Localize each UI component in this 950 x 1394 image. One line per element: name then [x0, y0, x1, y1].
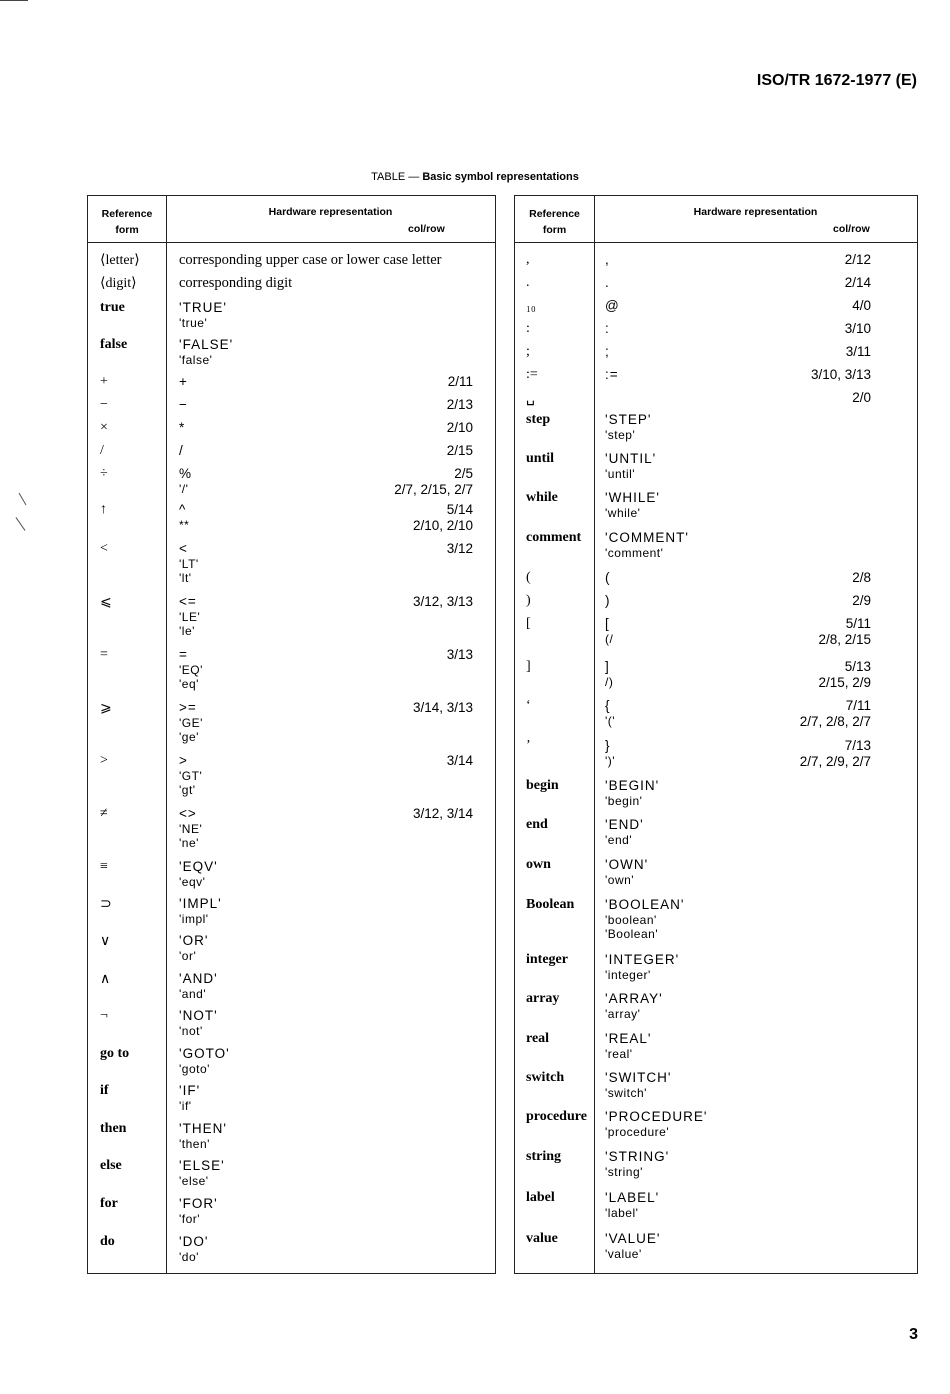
hardware-main: corresponding upper case or lower case letter: [179, 252, 442, 268]
reference-form-cell: =: [100, 647, 108, 662]
reference-form-cell: :=: [526, 367, 538, 382]
header-reference-form: [88, 206, 166, 238]
reference-form-cell: >: [100, 753, 108, 768]
colrow-value: 2/10: [446, 420, 473, 435]
hardware-main: 'BEGIN': [605, 778, 660, 793]
hardware-cell: [605, 344, 610, 360]
hardware-main: 'IMPL': [179, 896, 222, 911]
hardware-alt: 'le': [179, 624, 195, 638]
colrow-cell: [447, 420, 473, 436]
hardware-main: ,: [605, 252, 610, 267]
colrow-cell: [845, 321, 871, 337]
hardware-main: 'BOOLEAN': [605, 897, 685, 912]
header-hardware: Hardware representation: [693, 206, 818, 218]
hardware-cell: [179, 466, 192, 496]
hardware-alt: (/: [605, 632, 614, 646]
table-caption: [0, 171, 950, 183]
hardware-cell: [605, 412, 651, 442]
symbol-table-left: [87, 195, 496, 1274]
colrow-cell: [852, 570, 871, 586]
hardware-main: 'UNTIL': [605, 451, 657, 466]
colrow-value: 2/14: [844, 275, 871, 290]
header-colrow: col/row: [833, 223, 870, 235]
reference-form-cell: ): [526, 593, 531, 608]
hardware-alt: 'GT': [179, 769, 203, 783]
hardware-cell: [605, 1190, 659, 1220]
hardware-alt: '/': [179, 482, 189, 496]
hardware-cell: [605, 252, 610, 268]
reference-form-cell: ÷: [100, 466, 108, 481]
hardware-cell: [179, 1008, 218, 1038]
hardware-main: 'STEP': [605, 412, 652, 427]
hardware-cell: [179, 374, 188, 390]
hardware-main: 'FOR': [179, 1196, 218, 1211]
header-colrow: col/row: [408, 223, 445, 235]
hardware-cell: [179, 1083, 200, 1113]
reference-form-cell: ∧: [100, 972, 111, 987]
hardware-cell: [605, 897, 684, 941]
reference-form-cell: array: [526, 991, 560, 1006]
colrow-value: 5/11: [845, 616, 871, 631]
colrow-value: 3/13: [446, 647, 473, 662]
colrow-value: 2/12: [844, 252, 871, 267]
hardware-alt: ')': [605, 754, 616, 768]
column-divider: [594, 196, 595, 1273]
hardware-main: <: [179, 541, 188, 556]
reference-form-cell: ×: [100, 420, 108, 435]
hardware-alt: 'do': [179, 1250, 199, 1264]
hardware-alt: 'LE': [179, 610, 201, 624]
hardware-cell: [605, 298, 620, 314]
header-reference-form: [515, 206, 594, 238]
reference-form-cell: +: [100, 374, 108, 389]
hardware-cell: [605, 817, 644, 847]
reference-form-cell: own: [526, 857, 551, 872]
colrow-cell: [447, 443, 473, 459]
hardware-alt: 'while': [605, 506, 641, 520]
hardware-cell: [179, 1121, 227, 1151]
colrow-cell: [846, 344, 871, 360]
reference-form-cell: /: [100, 443, 104, 458]
hardware-alt: 'integer': [605, 968, 651, 982]
hardware-cell: [605, 952, 679, 982]
colrow-value: 2/10, 2/10: [412, 518, 473, 533]
colrow-value: 5/14: [446, 502, 473, 517]
hardware-main: 'OWN': [605, 857, 649, 872]
reference-form-cell: switch: [526, 1070, 565, 1085]
hardware-main: 'COMMENT': [605, 530, 689, 545]
reference-form-cell: do: [100, 1234, 115, 1249]
hardware-main: 'LABEL': [605, 1190, 660, 1205]
hardware-alt: 'or': [179, 949, 197, 963]
reference-form-cell: :: [526, 321, 530, 336]
colrow-value: 2/15: [446, 443, 473, 458]
colrow-value: 3/12, 3/13: [412, 594, 473, 609]
hardware-main: %: [179, 466, 193, 481]
colrow-cell: [413, 806, 473, 822]
colrow-cell: [852, 593, 871, 609]
reference-form-cell: ⩽: [100, 595, 112, 610]
top-rule: [0, 0, 28, 1]
colrow-cell: [413, 594, 473, 610]
reference-form-cell: procedure: [526, 1109, 587, 1124]
hardware-cell: [179, 337, 233, 367]
hardware-main: 'TRUE': [179, 300, 227, 315]
colrow-cell: [447, 647, 473, 663]
hardware-alt: 'LT': [179, 557, 199, 571]
hardware-cell: [179, 1234, 208, 1264]
colrow-cell: [818, 659, 871, 691]
colrow-cell: [818, 616, 871, 648]
hardware-main: <>: [179, 806, 197, 821]
hardware-main: =: [179, 647, 188, 662]
hardware-alt: 'comment': [605, 546, 664, 560]
hardware-alt: 'GE': [179, 716, 203, 730]
hardware-alt: 'until': [605, 467, 636, 481]
hardware-main: 'PROCEDURE': [605, 1109, 708, 1124]
hardware-main: <=: [179, 594, 197, 609]
hardware-main: ]: [605, 659, 610, 674]
header-ref-line1: Reference: [529, 208, 580, 220]
hardware-main: 'FALSE': [179, 337, 234, 352]
reference-form-cell: end: [526, 817, 548, 832]
hardware-alt: /): [605, 675, 614, 689]
hardware-alt: 'eq': [179, 677, 199, 691]
colrow-cell: [845, 252, 871, 268]
hardware-main: (: [605, 570, 611, 585]
reference-form-cell: integer: [526, 952, 568, 967]
caption-prefix: TABLE —: [371, 171, 423, 183]
colrow-cell: [800, 698, 871, 730]
header-ref-line2: form: [115, 224, 139, 236]
hardware-cell: [179, 443, 184, 459]
reference-form-cell: ∨: [100, 934, 111, 949]
reference-form-cell: comment: [526, 530, 582, 545]
hardware-cell: [605, 1231, 660, 1261]
hardware-alt: **: [179, 518, 190, 532]
hardware-alt: 'and': [179, 987, 207, 1001]
colrow-cell: [852, 390, 871, 406]
reference-form-cell: value: [526, 1231, 558, 1246]
hardware-main: 'WHILE': [605, 490, 660, 505]
table-header: [515, 196, 917, 243]
colrow-value: 2/11: [447, 374, 473, 389]
colrow-value: 2/15, 2/9: [818, 675, 871, 690]
hardware-alt: 'NE': [179, 822, 203, 836]
hardware-main: 'STRING': [605, 1149, 670, 1164]
reference-form-cell: −: [100, 397, 108, 412]
hardware-cell: [605, 275, 610, 291]
colrow-value: 3/14, 3/13: [412, 700, 473, 715]
hardware-main: {: [605, 698, 611, 713]
hardware-cell: [605, 1109, 707, 1139]
reference-form-cell: go to: [100, 1046, 130, 1061]
hardware-cell: [605, 1031, 651, 1061]
hardware-cell: [179, 806, 202, 850]
hardware-main: :=: [605, 367, 619, 382]
reference-form-cell: ¬: [100, 1008, 108, 1023]
hardware-cell: [179, 275, 292, 291]
colrow-value: 2/13: [446, 397, 473, 412]
reference-form-cell: then: [100, 1121, 127, 1136]
hardware-alt: 'goto': [179, 1062, 210, 1076]
hardware-cell: [605, 991, 663, 1021]
margin-mark: [16, 517, 26, 531]
colrow-cell: [448, 374, 473, 390]
hardware-alt: 'eqv': [179, 875, 206, 889]
hardware-cell: [179, 252, 442, 268]
hardware-cell: [605, 367, 619, 383]
reference-form-cell: ‘: [526, 698, 531, 713]
hardware-cell: [605, 1070, 671, 1100]
hardware-main: 'INTEGER': [605, 952, 680, 967]
hardware-cell: [179, 502, 189, 532]
hardware-alt: 'impl': [179, 912, 209, 926]
hardware-main: −: [179, 397, 188, 412]
reference-form-cell: [: [526, 616, 531, 631]
colrow-value: 2/8, 2/15: [818, 632, 871, 647]
hardware-main: 'ARRAY': [605, 991, 663, 1006]
hardware-alt: 'not': [179, 1024, 203, 1038]
reference-form-cell: ,: [526, 252, 530, 267]
hardware-main: 'OR': [179, 933, 209, 948]
hardware-main: 'IF': [179, 1083, 201, 1098]
colrow-value: 2/9: [852, 593, 871, 608]
hardware-main: .: [605, 275, 610, 290]
hardware-cell: [179, 933, 208, 963]
hardware-alt: 'real': [605, 1047, 633, 1061]
hardware-cell: [179, 1158, 225, 1188]
hardware-cell: [179, 647, 203, 691]
hardware-alt: 'if': [179, 1099, 192, 1113]
hardware-alt: 'lt': [179, 571, 192, 585]
hardware-cell: [605, 778, 659, 808]
hardware-cell: [179, 397, 188, 413]
reference-form-cell: step: [526, 412, 551, 427]
hardware-cell: [605, 616, 613, 646]
reference-form-cell: (: [526, 570, 531, 585]
colrow-value: 2/8: [852, 570, 871, 585]
hardware-alt: 'begin': [605, 794, 643, 808]
colrow-value: 2/7, 2/9, 2/7: [799, 754, 871, 769]
reference-form-cell: if: [100, 1083, 109, 1098]
reference-form-cell: label: [526, 1190, 555, 1205]
hardware-main: 'EQV': [179, 859, 218, 874]
reference-form-cell: ₁₀: [526, 298, 536, 313]
hardware-cell: [179, 1046, 230, 1076]
hardware-alt: 'EQ': [179, 663, 203, 677]
hardware-main: 'AND': [179, 971, 218, 986]
hardware-alt: 'value': [605, 1247, 642, 1261]
hardware-main: @: [605, 298, 620, 313]
column-divider: [166, 196, 167, 1273]
reference-form-cell: ]: [526, 659, 531, 674]
hardware-cell: [605, 490, 660, 520]
hardware-main: [: [605, 616, 610, 631]
hardware-main: 'VALUE': [605, 1231, 661, 1246]
hardware-main: :: [605, 321, 610, 336]
hardware-cell: [179, 1196, 218, 1226]
reference-form-cell: ≡: [100, 859, 108, 874]
hardware-cell: [605, 698, 615, 728]
colrow-cell: [394, 466, 473, 498]
colrow-value: 4/0: [852, 298, 871, 313]
hardware-main: ): [605, 593, 611, 608]
hardware-cell: [605, 321, 610, 337]
reference-form-cell: ;: [526, 344, 530, 359]
header-ref-line1: Reference: [101, 208, 153, 220]
hardware-cell: [179, 541, 199, 585]
hardware-cell: [605, 857, 648, 887]
hardware-alt: 'Boolean': [605, 927, 659, 941]
reference-form-cell: until: [526, 451, 555, 466]
hardware-cell: [605, 1149, 669, 1179]
colrow-value: 3/10, 3/13: [810, 367, 871, 382]
hardware-cell: [179, 753, 202, 797]
hardware-main: 'ELSE': [179, 1158, 225, 1173]
reference-form-cell: ␣: [526, 391, 535, 406]
document-id: ISO/TR 1672-1977 (E): [756, 72, 917, 89]
colrow-cell: [852, 298, 871, 314]
hardware-alt: 'label': [605, 1206, 639, 1220]
hardware-main: 'REAL': [605, 1031, 652, 1046]
hardware-cell: [605, 530, 689, 560]
hardware-cell: [179, 896, 222, 926]
header-hardware: Hardware representation: [268, 206, 393, 218]
reference-form-cell: true: [100, 300, 125, 315]
hardware-cell: [179, 594, 200, 638]
margin-mark: [19, 493, 27, 506]
colrow-value: 3/10: [844, 321, 871, 336]
reference-form-cell: while: [526, 490, 558, 505]
reference-form-cell: ↑: [100, 502, 107, 517]
hardware-main: *: [179, 420, 186, 435]
hardware-main: ^: [179, 502, 187, 517]
header-ref-line2: form: [542, 224, 567, 236]
hardware-main: 'END': [605, 817, 644, 832]
colrow-cell: [800, 738, 871, 770]
reference-form-cell: real: [526, 1031, 550, 1046]
hardware-cell: [179, 300, 227, 330]
hardware-main: 'NOT': [179, 1008, 218, 1023]
hardware-main: >=: [179, 700, 197, 715]
reference-form-cell: else: [100, 1158, 122, 1173]
reference-form-cell: <: [100, 541, 108, 556]
reference-form-cell: ⩾: [100, 701, 112, 716]
hardware-main: ;: [605, 344, 610, 359]
reference-form-cell: ’: [526, 738, 531, 753]
colrow-value: 3/12, 3/14: [412, 806, 473, 821]
colrow-value: 3/14: [446, 753, 473, 768]
hardware-main: 'GOTO': [179, 1046, 230, 1061]
hardware-alt: 'ne': [179, 836, 199, 850]
reference-form-cell: Boolean: [526, 897, 575, 912]
colrow-value: 3/12: [446, 541, 473, 556]
reference-form-cell: ⟨digit⟩: [100, 276, 137, 291]
hardware-alt: 'then': [179, 1137, 210, 1151]
reference-form-cell: false: [100, 337, 128, 352]
hardware-alt: 'true': [179, 316, 208, 330]
colrow-cell: [413, 700, 473, 716]
colrow-cell: [845, 275, 871, 291]
hardware-cell: [179, 420, 185, 436]
hardware-main: 'DO': [179, 1234, 209, 1249]
hardware-alt: 'false': [179, 353, 213, 367]
hardware-cell: [605, 451, 656, 481]
hardware-cell: [605, 659, 613, 689]
colrow-cell: [413, 502, 473, 534]
hardware-alt: 'switch': [605, 1086, 647, 1100]
hardware-cell: [179, 700, 203, 744]
reference-form-cell: ⊃: [100, 897, 112, 912]
colrow-cell: [447, 397, 473, 413]
hardware-cell: [605, 593, 611, 609]
hardware-main: }: [605, 738, 611, 753]
hardware-alt: 'end': [605, 833, 633, 847]
table-header: [88, 196, 495, 243]
hardware-main: +: [179, 374, 188, 389]
reference-form-cell: ⟨letter⟩: [100, 253, 140, 268]
hardware-alt: 'for': [179, 1212, 201, 1226]
hardware-main: /: [179, 443, 184, 458]
colrow-value: 3/11: [845, 344, 871, 359]
reference-form-cell: for: [100, 1196, 118, 1211]
hardware-main: >: [179, 753, 188, 768]
caption-title: Basic symbol representations: [422, 171, 579, 183]
hardware-alt: 'else': [179, 1174, 209, 1188]
colrow-cell: [447, 753, 473, 769]
hardware-alt: 'step': [605, 428, 636, 442]
reference-form-cell: begin: [526, 778, 559, 793]
hardware-cell: [179, 859, 218, 889]
hardware-cell: [179, 971, 218, 1001]
hardware-alt: 'own': [605, 873, 635, 887]
colrow-cell: [447, 541, 473, 557]
hardware-cell: [605, 570, 611, 586]
hardware-cell: [605, 738, 615, 768]
hardware-alt: 'procedure': [605, 1125, 670, 1139]
colrow-value: 2/7, 2/15, 2/7: [394, 482, 473, 497]
colrow-value: 7/13: [844, 738, 871, 753]
hardware-main: 'SWITCH': [605, 1070, 672, 1085]
hardware-alt: 'string': [605, 1165, 643, 1179]
hardware-alt: 'array': [605, 1007, 641, 1021]
hardware-alt: '(': [605, 714, 616, 728]
colrow-value: 2/0: [852, 390, 871, 405]
hardware-main: 'THEN': [179, 1121, 227, 1136]
hardware-alt: 'gt': [179, 783, 196, 797]
reference-form-cell: .: [526, 275, 530, 290]
colrow-value: 5/13: [844, 659, 871, 674]
symbol-table-right: [514, 195, 918, 1274]
reference-form-cell: ≠: [100, 806, 108, 821]
hardware-main: corresponding digit: [179, 275, 293, 291]
page-number: 3: [909, 1326, 918, 1343]
colrow-cell: [811, 367, 871, 383]
colrow-value: 2/7, 2/8, 2/7: [799, 714, 871, 729]
reference-form-cell: string: [526, 1149, 561, 1164]
colrow-value: 2/5: [454, 466, 473, 481]
hardware-alt: 'boolean': [605, 913, 657, 927]
colrow-value: 7/11: [845, 698, 871, 713]
hardware-alt: 'ge': [179, 730, 199, 744]
